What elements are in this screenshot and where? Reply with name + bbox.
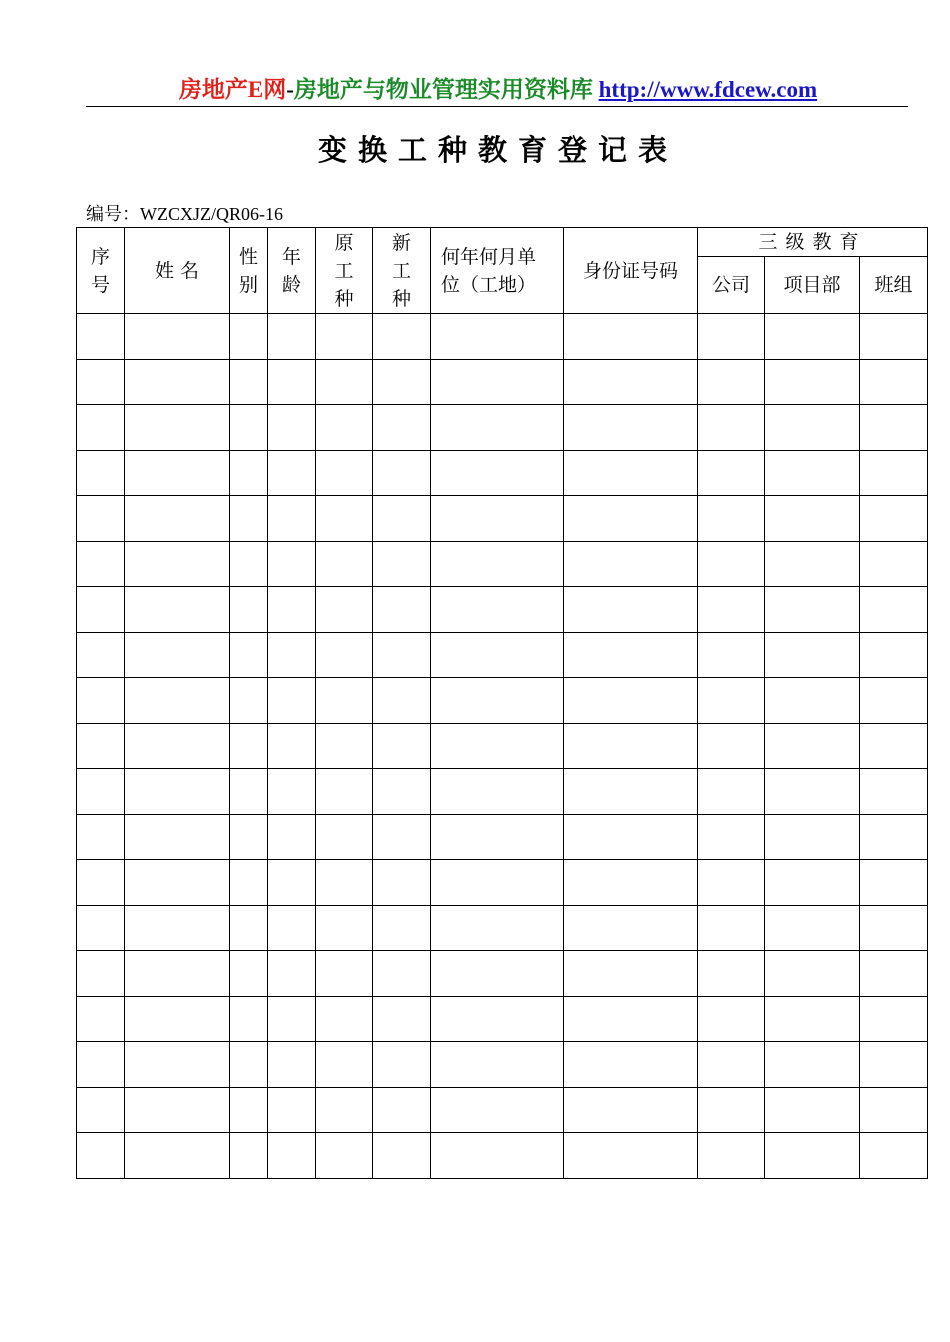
col-header-three-level: 三级教育 — [698, 228, 928, 257]
cell-original-trade[interactable] — [316, 359, 373, 405]
cell-team[interactable] — [860, 587, 928, 633]
cell-name[interactable] — [125, 450, 230, 496]
cell-team[interactable] — [860, 996, 928, 1042]
cell-new-trade[interactable] — [373, 678, 431, 724]
cell-seq[interactable] — [77, 769, 125, 815]
table-row — [77, 996, 928, 1042]
cell-gender[interactable] — [230, 723, 268, 769]
table-body — [77, 314, 928, 1179]
site-separator: - — [286, 77, 294, 102]
col-header-project-dept: 项目部 — [765, 257, 860, 314]
cell-id-number[interactable] — [564, 678, 698, 724]
cell-id-number[interactable] — [564, 496, 698, 542]
cell-work-history[interactable] — [431, 1042, 564, 1088]
cell-name[interactable] — [125, 587, 230, 633]
cell-company[interactable] — [698, 541, 765, 587]
cell-age[interactable] — [268, 1133, 316, 1179]
cell-seq[interactable] — [77, 951, 125, 997]
table-row — [77, 405, 928, 451]
cell-id-number[interactable] — [564, 405, 698, 451]
cell-project-dept[interactable] — [765, 723, 860, 769]
cell-age[interactable] — [268, 359, 316, 405]
cell-seq[interactable] — [77, 496, 125, 542]
cell-age[interactable] — [268, 1087, 316, 1133]
site-header — [0, 74, 950, 106]
cell-new-trade[interactable] — [373, 905, 431, 951]
cell-id-number[interactable] — [564, 450, 698, 496]
cell-gender[interactable] — [230, 541, 268, 587]
cell-new-trade[interactable] — [373, 1042, 431, 1088]
cell-name[interactable] — [125, 496, 230, 542]
cell-team[interactable] — [860, 723, 928, 769]
cell-name[interactable] — [125, 541, 230, 587]
cell-new-trade[interactable] — [373, 541, 431, 587]
cell-gender[interactable] — [230, 814, 268, 860]
cell-name[interactable] — [125, 632, 230, 678]
cell-seq[interactable] — [77, 405, 125, 451]
table-row — [77, 632, 928, 678]
cell-new-trade[interactable] — [373, 405, 431, 451]
cell-seq[interactable] — [77, 1042, 125, 1088]
cell-name[interactable] — [125, 1087, 230, 1133]
cell-original-trade[interactable] — [316, 723, 373, 769]
cell-new-trade[interactable] — [373, 996, 431, 1042]
cell-age[interactable] — [268, 541, 316, 587]
cell-project-dept[interactable] — [765, 905, 860, 951]
cell-work-history[interactable] — [431, 632, 564, 678]
cell-company[interactable] — [698, 814, 765, 860]
cell-id-number[interactable] — [564, 541, 698, 587]
col-header-seq: 序号 — [77, 228, 125, 314]
cell-new-trade[interactable] — [373, 814, 431, 860]
cell-age[interactable] — [268, 450, 316, 496]
cell-project-dept[interactable] — [765, 359, 860, 405]
cell-age[interactable] — [268, 1042, 316, 1088]
cell-id-number[interactable] — [564, 996, 698, 1042]
cell-team[interactable] — [860, 405, 928, 451]
cell-seq[interactable] — [77, 450, 125, 496]
cell-seq[interactable] — [77, 678, 125, 724]
cell-original-trade[interactable] — [316, 450, 373, 496]
cell-id-number[interactable] — [564, 723, 698, 769]
cell-gender[interactable] — [230, 496, 268, 542]
cell-seq[interactable] — [77, 541, 125, 587]
cell-gender[interactable] — [230, 632, 268, 678]
cell-company[interactable] — [698, 1133, 765, 1179]
cell-original-trade[interactable] — [316, 541, 373, 587]
cell-id-number[interactable] — [564, 1087, 698, 1133]
cell-team[interactable] — [860, 860, 928, 906]
cell-age[interactable] — [268, 678, 316, 724]
cell-new-trade[interactable] — [373, 769, 431, 815]
cell-age[interactable] — [268, 723, 316, 769]
cell-work-history[interactable] — [431, 723, 564, 769]
cell-seq[interactable] — [77, 1087, 125, 1133]
cell-age[interactable] — [268, 496, 316, 542]
cell-new-trade[interactable] — [373, 587, 431, 633]
cell-project-dept[interactable] — [765, 1087, 860, 1133]
cell-gender[interactable] — [230, 860, 268, 906]
cell-new-trade[interactable] — [373, 1133, 431, 1179]
cell-original-trade[interactable] — [316, 496, 373, 542]
col-header-original-trade: 原工种 — [316, 228, 373, 314]
cell-original-trade[interactable] — [316, 1042, 373, 1088]
cell-age[interactable] — [268, 905, 316, 951]
cell-work-history[interactable] — [431, 541, 564, 587]
cell-project-dept[interactable] — [765, 678, 860, 724]
cell-gender[interactable] — [230, 405, 268, 451]
cell-id-number[interactable] — [564, 905, 698, 951]
cell-project-dept[interactable] — [765, 996, 860, 1042]
cell-seq[interactable] — [77, 1133, 125, 1179]
col-header-id-number: 身份证号码 — [564, 228, 698, 314]
cell-original-trade[interactable] — [316, 769, 373, 815]
cell-company[interactable] — [698, 905, 765, 951]
cell-team[interactable] — [860, 359, 928, 405]
cell-id-number[interactable] — [564, 587, 698, 633]
table-row — [77, 541, 928, 587]
cell-work-history[interactable] — [431, 769, 564, 815]
cell-original-trade[interactable] — [316, 814, 373, 860]
cell-id-number[interactable] — [564, 1133, 698, 1179]
cell-new-trade[interactable] — [373, 359, 431, 405]
site-brand: 房地产E网 — [178, 77, 287, 102]
cell-company[interactable] — [698, 1087, 765, 1133]
cell-name[interactable] — [125, 996, 230, 1042]
cell-seq[interactable] — [77, 632, 125, 678]
cell-work-history[interactable] — [431, 359, 564, 405]
cell-project-dept[interactable] — [765, 814, 860, 860]
site-url-link[interactable]: http://www.fdcew.com — [598, 77, 818, 102]
cell-gender[interactable] — [230, 587, 268, 633]
cell-original-trade[interactable] — [316, 905, 373, 951]
cell-work-history[interactable] — [431, 1133, 564, 1179]
table-row — [77, 450, 928, 496]
cell-project-dept[interactable] — [765, 496, 860, 542]
cell-seq[interactable] — [77, 359, 125, 405]
cell-name[interactable] — [125, 951, 230, 997]
cell-id-number[interactable] — [564, 951, 698, 997]
table-row — [77, 769, 928, 815]
cell-team[interactable] — [860, 450, 928, 496]
cell-project-dept[interactable] — [765, 1133, 860, 1179]
cell-original-trade[interactable] — [316, 1133, 373, 1179]
cell-id-number[interactable] — [564, 769, 698, 815]
cell-team[interactable] — [860, 1087, 928, 1133]
cell-name[interactable] — [125, 905, 230, 951]
col-header-gender: 性别 — [230, 228, 268, 314]
cell-project-dept[interactable] — [765, 769, 860, 815]
col-header-work-history: 何年何月单位（工地） — [431, 228, 564, 314]
cell-original-trade[interactable] — [316, 405, 373, 451]
cell-gender[interactable] — [230, 769, 268, 815]
cell-work-history[interactable] — [431, 951, 564, 997]
cell-company[interactable] — [698, 1042, 765, 1088]
site-tagline: 房地产与物业管理实用资料库 — [293, 77, 593, 102]
cell-age[interactable] — [268, 314, 316, 360]
col-header-name: 姓 名 — [125, 228, 230, 314]
cell-original-trade[interactable] — [316, 996, 373, 1042]
cell-gender[interactable] — [230, 905, 268, 951]
cell-seq[interactable] — [77, 860, 125, 906]
cell-id-number[interactable] — [564, 314, 698, 360]
cell-name[interactable] — [125, 359, 230, 405]
cell-original-trade[interactable] — [316, 1087, 373, 1133]
cell-original-trade[interactable] — [316, 678, 373, 724]
cell-new-trade[interactable] — [373, 951, 431, 997]
table-row — [77, 860, 928, 906]
cell-age[interactable] — [268, 769, 316, 815]
cell-company[interactable] — [698, 314, 765, 360]
cell-company[interactable] — [698, 405, 765, 451]
cell-company[interactable] — [698, 359, 765, 405]
col-header-new-trade: 新工种 — [373, 228, 431, 314]
cell-gender[interactable] — [230, 996, 268, 1042]
cell-work-history[interactable] — [431, 450, 564, 496]
cell-company[interactable] — [698, 996, 765, 1042]
cell-work-history[interactable] — [431, 905, 564, 951]
header-rule — [86, 106, 908, 107]
table-row — [77, 951, 928, 997]
cell-project-dept[interactable] — [765, 951, 860, 997]
cell-seq[interactable] — [77, 996, 125, 1042]
table-row — [77, 723, 928, 769]
cell-new-trade[interactable] — [373, 723, 431, 769]
cell-work-history[interactable] — [431, 678, 564, 724]
cell-work-history[interactable] — [431, 860, 564, 906]
cell-project-dept[interactable] — [765, 632, 860, 678]
cell-company[interactable] — [698, 587, 765, 633]
cell-team[interactable] — [860, 1133, 928, 1179]
cell-gender[interactable] — [230, 1087, 268, 1133]
cell-company[interactable] — [698, 723, 765, 769]
cell-company[interactable] — [698, 450, 765, 496]
col-header-company: 公司 — [698, 257, 765, 314]
table-row — [77, 359, 928, 405]
cell-team[interactable] — [860, 314, 928, 360]
cell-age[interactable] — [268, 405, 316, 451]
cell-original-trade[interactable] — [316, 632, 373, 678]
cell-new-trade[interactable] — [373, 450, 431, 496]
cell-new-trade[interactable] — [373, 496, 431, 542]
cell-project-dept[interactable] — [765, 314, 860, 360]
cell-age[interactable] — [268, 632, 316, 678]
cell-team[interactable] — [860, 541, 928, 587]
cell-company[interactable] — [698, 860, 765, 906]
cell-gender[interactable] — [230, 314, 268, 360]
cell-work-history[interactable] — [431, 496, 564, 542]
cell-name[interactable] — [125, 678, 230, 724]
cell-name[interactable] — [125, 814, 230, 860]
cell-team[interactable] — [860, 632, 928, 678]
table-row — [77, 1042, 928, 1088]
table-row — [77, 1133, 928, 1179]
cell-age[interactable] — [268, 587, 316, 633]
cell-new-trade[interactable] — [373, 860, 431, 906]
table-row — [77, 587, 928, 633]
cell-name[interactable] — [125, 314, 230, 360]
cell-seq[interactable] — [77, 587, 125, 633]
cell-new-trade[interactable] — [373, 1087, 431, 1133]
cell-original-trade[interactable] — [316, 314, 373, 360]
cell-seq[interactable] — [77, 905, 125, 951]
cell-name[interactable] — [125, 1042, 230, 1088]
cell-project-dept[interactable] — [765, 1042, 860, 1088]
cell-work-history[interactable] — [431, 314, 564, 360]
cell-id-number[interactable] — [564, 860, 698, 906]
cell-original-trade[interactable] — [316, 587, 373, 633]
cell-gender[interactable] — [230, 359, 268, 405]
page-title: 变换工种教育登记表 — [317, 133, 678, 167]
cell-project-dept[interactable] — [765, 405, 860, 451]
cell-work-history[interactable] — [431, 996, 564, 1042]
cell-name[interactable] — [125, 405, 230, 451]
cell-id-number[interactable] — [564, 359, 698, 405]
registration-table — [76, 227, 928, 1179]
cell-team[interactable] — [860, 769, 928, 815]
col-header-age: 年龄 — [268, 228, 316, 314]
cell-gender[interactable] — [230, 1042, 268, 1088]
table-row — [77, 814, 928, 860]
cell-team[interactable] — [860, 814, 928, 860]
cell-seq[interactable] — [77, 814, 125, 860]
cell-team[interactable] — [860, 951, 928, 997]
cell-gender[interactable] — [230, 450, 268, 496]
cell-name[interactable] — [125, 860, 230, 906]
cell-seq[interactable] — [77, 314, 125, 360]
cell-name[interactable] — [125, 1133, 230, 1179]
cell-id-number[interactable] — [564, 1042, 698, 1088]
cell-team[interactable] — [860, 905, 928, 951]
cell-company[interactable] — [698, 632, 765, 678]
cell-work-history[interactable] — [431, 814, 564, 860]
cell-work-history[interactable] — [431, 587, 564, 633]
cell-new-trade[interactable] — [373, 314, 431, 360]
cell-age[interactable] — [268, 996, 316, 1042]
cell-project-dept[interactable] — [765, 541, 860, 587]
cell-gender[interactable] — [230, 1133, 268, 1179]
table-row — [77, 678, 928, 724]
cell-work-history[interactable] — [431, 405, 564, 451]
cell-id-number[interactable] — [564, 814, 698, 860]
table-row — [77, 314, 928, 360]
form-code: 编号：WZCXJZ/QR06-16 — [86, 204, 283, 224]
col-header-team: 班组 — [860, 257, 928, 314]
table-row — [77, 905, 928, 951]
cell-gender[interactable] — [230, 951, 268, 997]
cell-name[interactable] — [125, 723, 230, 769]
cell-work-history[interactable] — [431, 1087, 564, 1133]
table-row — [77, 496, 928, 542]
cell-seq[interactable] — [77, 723, 125, 769]
cell-id-number[interactable] — [564, 632, 698, 678]
cell-team[interactable] — [860, 1042, 928, 1088]
cell-new-trade[interactable] — [373, 632, 431, 678]
cell-name[interactable] — [125, 769, 230, 815]
cell-project-dept[interactable] — [765, 860, 860, 906]
cell-company[interactable] — [698, 496, 765, 542]
cell-team[interactable] — [860, 496, 928, 542]
cell-gender[interactable] — [230, 678, 268, 724]
table-row — [77, 1087, 928, 1133]
cell-age[interactable] — [268, 814, 316, 860]
cell-team[interactable] — [860, 678, 928, 724]
cell-project-dept[interactable] — [765, 587, 860, 633]
cell-original-trade[interactable] — [316, 951, 373, 997]
cell-original-trade[interactable] — [316, 860, 373, 906]
cell-project-dept[interactable] — [765, 450, 860, 496]
cell-company[interactable] — [698, 678, 765, 724]
cell-age[interactable] — [268, 860, 316, 906]
cell-age[interactable] — [268, 951, 316, 997]
cell-company[interactable] — [698, 951, 765, 997]
cell-company[interactable] — [698, 769, 765, 815]
